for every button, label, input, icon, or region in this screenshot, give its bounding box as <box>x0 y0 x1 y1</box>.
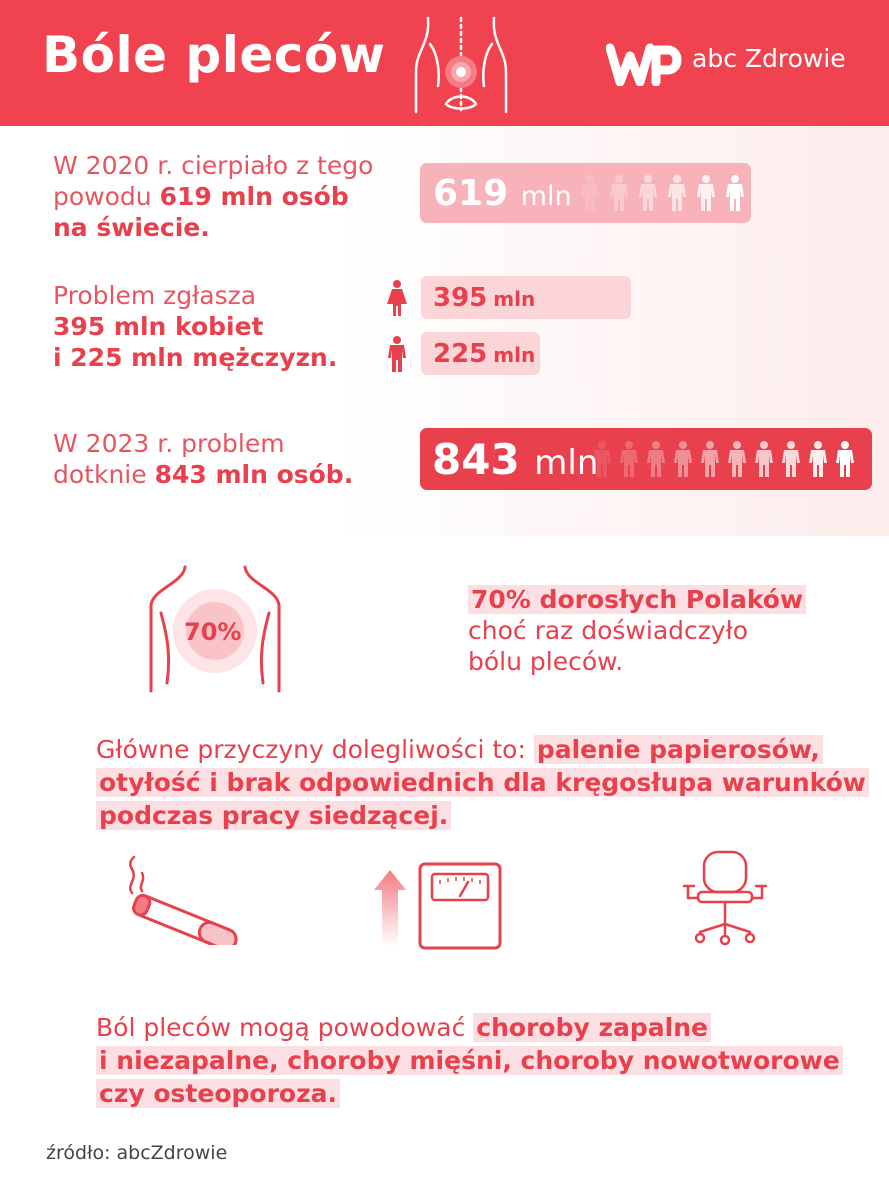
bar-2020 <box>420 163 751 223</box>
causes-highlight-1: palenie papierosów, <box>534 735 823 764</box>
polacy-line2: choć raz doświadczyło <box>468 616 749 645</box>
person-icon <box>754 441 774 477</box>
gender-line1: Problem zgłasza <box>53 281 257 310</box>
polacy-line1: 70% dorosłych Polaków <box>468 585 806 614</box>
woman-icon <box>386 280 408 316</box>
person-icon <box>781 441 801 477</box>
stat-2023-line1: W 2023 r. problem <box>53 429 285 458</box>
person-icon <box>580 175 600 211</box>
stat-2020-line1: W 2020 r. cierpiało z tego <box>53 151 374 180</box>
person-icon <box>673 441 693 477</box>
diseases-text <box>96 1011 843 1110</box>
women-bar <box>421 276 631 319</box>
diseases-highlight-2: i niezapalne, choroby mięśni, choroby nowotworowe <box>96 1046 843 1075</box>
person-icon <box>700 441 720 477</box>
source-text: źródło: abcZdrowie <box>46 1142 228 1164</box>
person-icon <box>667 175 687 211</box>
women-value: 395 mln <box>433 282 536 313</box>
causes-lead: Główne przyczyny dolegliwości to: <box>96 735 534 764</box>
weight-scale-icon <box>370 860 506 950</box>
men-bar <box>421 332 540 375</box>
causes-highlight-3: podczas pracy siedzącej. <box>96 801 451 830</box>
person-icon <box>619 441 639 477</box>
bar-2023-value: 843 mln <box>432 434 599 484</box>
stat-2023-line2-bold: 843 mln osób. <box>154 460 354 489</box>
header-banner <box>0 0 889 126</box>
bar-2020-value: 619 mln <box>433 172 572 214</box>
causes-text <box>96 733 869 832</box>
person-icon <box>725 175 745 211</box>
person-icon <box>696 175 716 211</box>
polacy-text <box>468 584 806 677</box>
logo-text: abc Zdrowie <box>692 44 846 73</box>
person-icon <box>727 441 747 477</box>
person-icon <box>646 441 666 477</box>
cigarette-icon <box>118 855 244 945</box>
person-icon <box>638 175 658 211</box>
man-icon <box>386 336 408 372</box>
back-pain-icon <box>408 14 514 114</box>
wp-logo-icon <box>606 42 684 86</box>
men-value: 225 mln <box>433 338 536 369</box>
stat-2023-line2-prefix: dotknie <box>53 460 155 489</box>
person-icon <box>808 441 828 477</box>
stat-2020-line2-bold: 619 mln osób <box>159 182 349 211</box>
page-title: Bóle pleców <box>42 26 386 84</box>
stat-2020-line2-prefix: powodu <box>53 182 160 211</box>
stat-2020-text <box>53 150 373 243</box>
causes-highlight-2: otyłość i brak odpowiednich dla kręgosłupa warunków <box>96 768 869 797</box>
stat-2020-line3: na świecie. <box>53 213 210 242</box>
office-chair-icon <box>680 848 770 948</box>
diseases-highlight-3: czy osteoporoza. <box>96 1079 340 1108</box>
person-icon <box>609 175 629 211</box>
diseases-highlight-1: choroby zapalne <box>473 1013 711 1042</box>
gender-text <box>53 280 337 373</box>
gender-line2: 395 mln kobiet <box>53 312 264 341</box>
torso-label: 70% <box>184 618 242 646</box>
bar-2023 <box>420 428 872 490</box>
diseases-lead: Ból pleców mogą powodować <box>96 1013 474 1042</box>
gender-line3: i 225 mln mężczyzn. <box>53 343 338 372</box>
polacy-line3: bólu pleców. <box>468 647 624 676</box>
stat-2023-text <box>53 428 353 490</box>
person-icon <box>835 441 855 477</box>
